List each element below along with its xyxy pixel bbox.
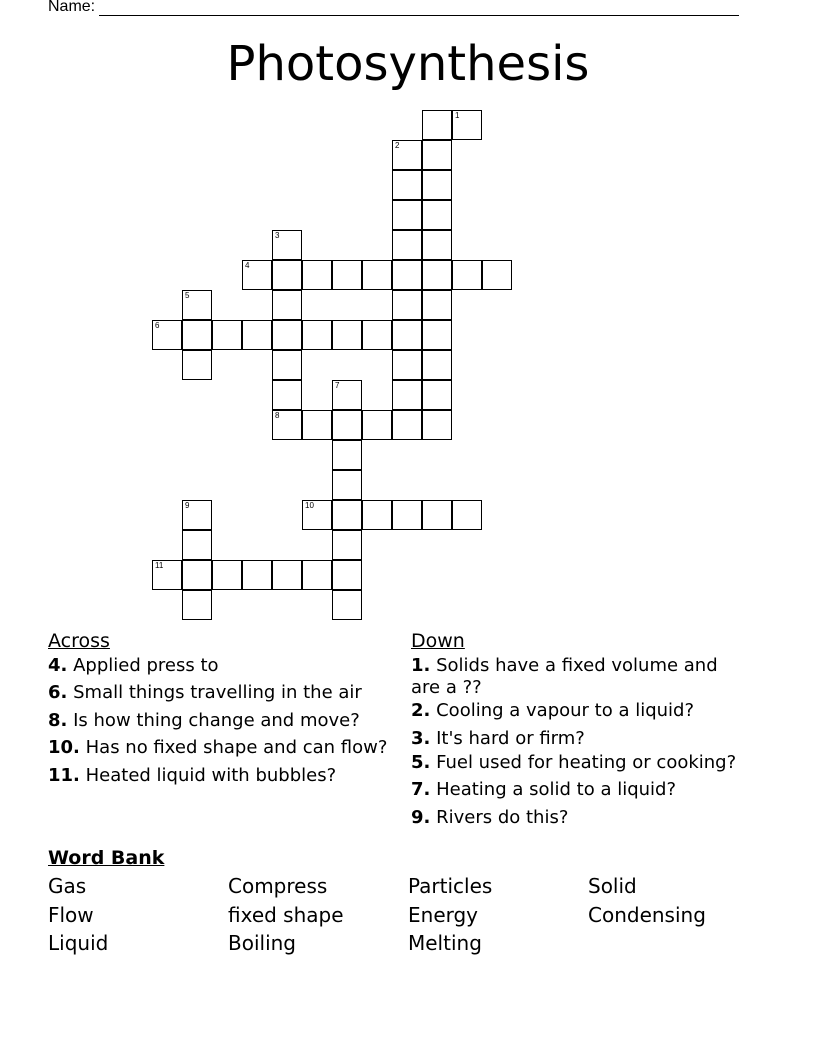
crossword-cell[interactable]	[242, 320, 272, 350]
crossword-cell[interactable]	[392, 170, 422, 200]
clue-number: 9.	[411, 807, 431, 828]
crossword-cell[interactable]	[392, 140, 422, 170]
clue-text: Heated liquid with bubbles?	[85, 765, 337, 786]
clue-number: 8.	[48, 710, 68, 731]
crossword-cell[interactable]	[152, 560, 182, 590]
clue-text-continued: are a ??	[411, 677, 482, 698]
crossword-cell[interactable]	[302, 320, 332, 350]
crossword-cell[interactable]	[452, 500, 482, 530]
clue-text: Is how thing change and move?	[73, 710, 360, 731]
clue-number: 7	[335, 381, 340, 390]
across-heading: Across	[48, 630, 110, 652]
word-bank-item: Flow	[48, 903, 94, 927]
down-clue	[411, 779, 676, 801]
crossword-cell[interactable]	[242, 260, 272, 290]
crossword-cell[interactable]	[422, 290, 452, 320]
crossword-cell[interactable]	[212, 560, 242, 590]
word-bank-item: Melting	[408, 931, 482, 955]
down-clue	[411, 807, 568, 829]
crossword-cell[interactable]	[182, 590, 212, 620]
clue-text: Has no fixed shape and can flow?	[85, 737, 388, 758]
crossword-cell[interactable]	[182, 530, 212, 560]
crossword-cell[interactable]	[332, 320, 362, 350]
clue-number: 2.	[411, 700, 431, 721]
crossword-cell[interactable]	[392, 200, 422, 230]
crossword-cell[interactable]	[302, 560, 332, 590]
crossword-cell[interactable]	[392, 260, 422, 290]
clue-number: 6.	[48, 682, 68, 703]
clue-number: 8	[275, 411, 280, 420]
crossword-cell[interactable]	[182, 560, 212, 590]
crossword-cell[interactable]	[392, 380, 422, 410]
clue-text: Heating a solid to a liquid?	[436, 779, 677, 800]
clue-number: 3	[275, 231, 280, 240]
clue-number: 4	[245, 261, 250, 270]
crossword-cell[interactable]	[362, 410, 392, 440]
crossword-cell[interactable]	[242, 560, 272, 590]
crossword-cell[interactable]	[332, 530, 362, 560]
crossword-cell[interactable]	[392, 230, 422, 260]
crossword-cell[interactable]	[272, 350, 302, 380]
crossword-cell[interactable]	[332, 380, 362, 410]
word-bank-item: Energy	[408, 903, 479, 927]
clue-number: 6	[155, 321, 160, 330]
crossword-cell[interactable]	[302, 500, 332, 530]
crossword-cell[interactable]	[182, 320, 212, 350]
crossword-cell[interactable]	[332, 440, 362, 470]
crossword-cell[interactable]	[272, 290, 302, 320]
crossword-cell[interactable]	[422, 260, 452, 290]
crossword-cell[interactable]	[422, 380, 452, 410]
clue-number: 7.	[411, 779, 431, 800]
crossword-cell[interactable]	[362, 500, 392, 530]
crossword-cell[interactable]	[422, 500, 452, 530]
down-clue	[411, 752, 736, 774]
clue-text: Applied press to	[73, 655, 219, 676]
name-label: Name:	[48, 0, 96, 15]
crossword-cell[interactable]	[362, 320, 392, 350]
crossword-cell[interactable]	[182, 350, 212, 380]
across-clue	[48, 737, 387, 759]
down-heading: Down	[411, 630, 465, 652]
clue-number: 5.	[411, 752, 431, 773]
clue-number: 1.	[411, 655, 431, 676]
crossword-cell[interactable]	[422, 320, 452, 350]
word-bank-item: fixed shape	[228, 903, 344, 927]
word-bank-item: Gas	[48, 874, 87, 898]
crossword-cell[interactable]	[332, 470, 362, 500]
crossword-cell[interactable]	[422, 140, 452, 170]
crossword-cell[interactable]	[452, 260, 482, 290]
clue-text: Solids have a fixed volume and	[436, 655, 718, 676]
crossword-cell[interactable]	[272, 260, 302, 290]
crossword-cell[interactable]	[332, 410, 362, 440]
down-clue	[411, 655, 718, 699]
crossword-cell[interactable]	[482, 260, 512, 290]
clue-number: 9	[185, 501, 190, 510]
word-bank-item: Compress	[228, 874, 328, 898]
crossword-cell[interactable]	[392, 290, 422, 320]
clue-number: 11.	[48, 765, 80, 786]
clue-text: Rivers do this?	[436, 807, 569, 828]
crossword-cell[interactable]	[272, 380, 302, 410]
clue-number: 11	[155, 561, 164, 570]
page-title: Photosynthesis	[226, 36, 590, 92]
crossword-cell[interactable]	[272, 560, 302, 590]
crossword-cell[interactable]	[422, 410, 452, 440]
word-bank-item: Condensing	[588, 903, 706, 927]
clue-text: Small things travelling in the air	[73, 682, 362, 703]
crossword-cell[interactable]	[422, 110, 452, 140]
crossword-cell[interactable]	[422, 350, 452, 380]
crossword-cell[interactable]	[422, 170, 452, 200]
crossword-cell[interactable]	[332, 590, 362, 620]
clue-text: Cooling a vapour to a liquid?	[436, 700, 695, 721]
crossword-cell[interactable]	[392, 350, 422, 380]
across-clue	[48, 765, 336, 787]
word-bank-item: Liquid	[48, 931, 109, 955]
crossword-cell[interactable]	[422, 200, 452, 230]
word-bank-item: Solid	[588, 874, 637, 898]
crossword-cell[interactable]	[212, 320, 242, 350]
crossword-cell[interactable]	[272, 410, 302, 440]
clue-number: 5	[185, 291, 190, 300]
crossword-cell[interactable]	[362, 260, 392, 290]
down-clue	[411, 700, 694, 722]
clue-number: 10.	[48, 737, 80, 758]
across-clue	[48, 655, 219, 677]
down-clue	[411, 728, 585, 750]
clue-number: 2	[395, 141, 400, 150]
clue-number: 1	[455, 111, 460, 120]
clue-number: 4.	[48, 655, 68, 676]
crossword-cell[interactable]	[302, 260, 332, 290]
word-bank-item: Particles	[408, 874, 493, 898]
word-bank-heading: Word Bank	[48, 847, 165, 869]
crossword-cell[interactable]	[332, 260, 362, 290]
crossword-cell[interactable]	[392, 500, 422, 530]
word-bank-item: Boiling	[228, 931, 296, 955]
crossword-cell[interactable]	[332, 500, 362, 530]
clue-text: It's hard or firm?	[436, 728, 585, 749]
crossword-cell[interactable]	[332, 560, 362, 590]
crossword-cell[interactable]	[152, 320, 182, 350]
across-clue	[48, 710, 360, 732]
crossword-cell[interactable]	[422, 230, 452, 260]
across-clue	[48, 682, 362, 704]
clue-text: Fuel used for heating or cooking?	[436, 752, 737, 773]
crossword-cell[interactable]	[272, 230, 302, 260]
crossword-cell[interactable]	[392, 320, 422, 350]
crossword-cell[interactable]	[272, 320, 302, 350]
crossword-cell[interactable]	[452, 110, 482, 140]
clue-number: 3.	[411, 728, 431, 749]
crossword-cell[interactable]	[182, 500, 212, 530]
crossword-cell[interactable]	[392, 410, 422, 440]
crossword-cell[interactable]	[302, 410, 332, 440]
crossword-cell[interactable]	[182, 290, 212, 320]
clue-number: 10	[305, 501, 314, 510]
